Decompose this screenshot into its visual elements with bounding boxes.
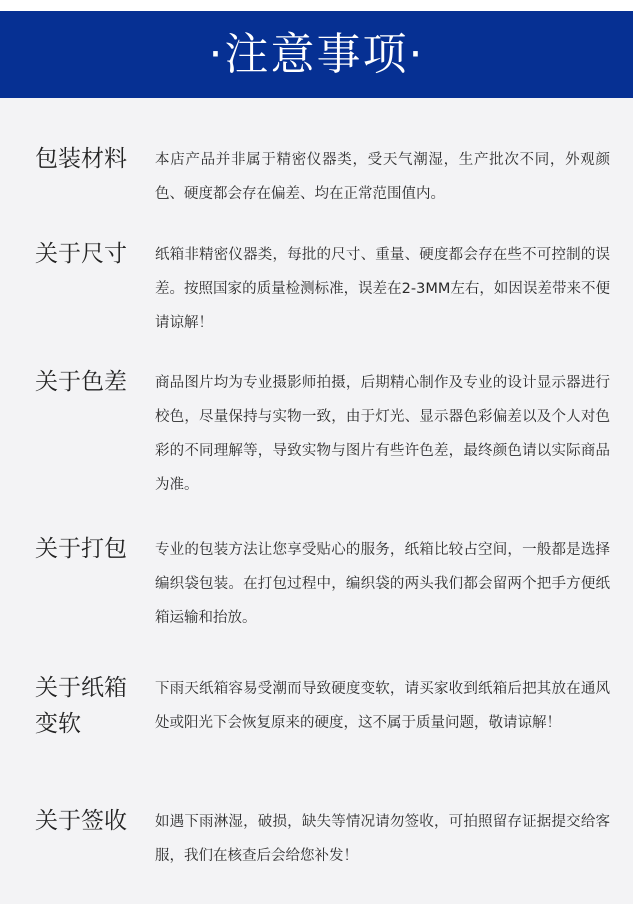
section-title: 关于尺寸 [35, 241, 127, 267]
page-title: ·注意事项· [208, 28, 425, 80]
section-title: 关于打包 [35, 536, 127, 562]
section-body: 如遇下雨淋湿，破损，缺失等情况请勿签收，可拍照留存证据提交给客服，我们在核查后会给您补发！ [155, 814, 610, 864]
notice-panel [0, 98, 633, 904]
section-title: 包装材料 [35, 146, 127, 172]
section-title: 关于纸箱变软 [35, 675, 127, 737]
section-body: 商品图片均为专业摄影师拍摄，后期精心制作及专业的设计显示器进行校色，尽量保持与实物一致，由于灯光、显示器色彩偏差以及个人对色彩的不同理解等，导致实物与图片有些许色差，最终颜色请以实际商品为准。 [155, 375, 610, 493]
section-body: 专业的包装方法让您享受贴心的服务，纸箱比较占空间，一般都是选择编织袋包装。在打包过程中，编织袋的两头我们都会留两个把手方便纸箱运输和抬放。 [155, 542, 610, 626]
section-body: 本店产品并非属于精密仪器类，受天气潮湿，生产批次不同，外观颜色、硬度都会存在偏差、均在正常范围值内。 [155, 152, 610, 202]
section-title: 关于色差 [35, 369, 127, 395]
section-body: 纸箱非精密仪器类，每批的尺寸、重量、硬度都会存在些不可控制的误差。按照国家的质量检测标准，误差在2-3MM左右，如因误差带来不便请谅解！ [155, 247, 610, 331]
section-body: 下雨天纸箱容易受潮而导致硬度变软，请买家收到纸箱后把其放在通风处或阳光下会恢复原来的硬度，这不属于质量问题，敬请谅解！ [155, 681, 610, 731]
header-banner [0, 11, 633, 98]
section-title: 关于签收 [35, 808, 127, 834]
